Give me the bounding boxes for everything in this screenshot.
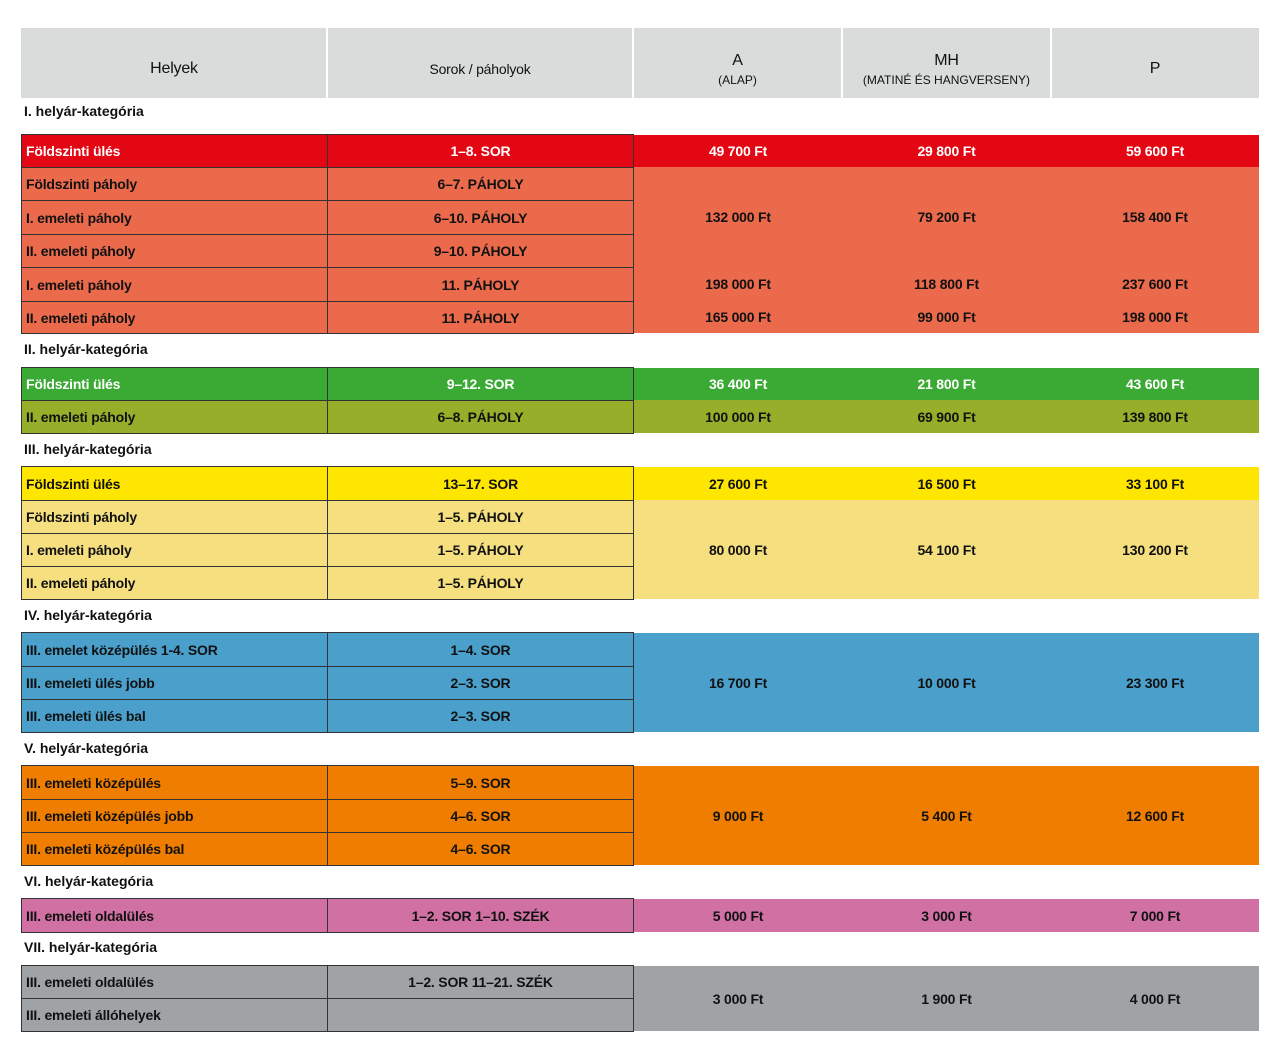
price-mh: 21 800 Ft bbox=[842, 368, 1051, 400]
rows-cell: 9–12. SOR bbox=[327, 367, 634, 401]
price-mh: 3 000 Ft bbox=[842, 899, 1051, 932]
price-a: 16 700 Ft bbox=[634, 633, 842, 732]
rows-cell: 1–2. SOR 11–21. SZÉK bbox=[327, 965, 634, 999]
price-p: 23 300 Ft bbox=[1051, 633, 1259, 732]
place-cell: Földszinti ülés bbox=[21, 466, 328, 501]
rows-cell: 1–5. PÁHOLY bbox=[327, 500, 634, 534]
category-title: II. helyár-kategória bbox=[24, 341, 148, 357]
place-cell: Földszinti ülés bbox=[21, 367, 328, 401]
price-p: 59 600 Ft bbox=[1051, 135, 1259, 167]
price-a: 49 700 Ft bbox=[634, 135, 842, 167]
price-a: 198 000 Ft bbox=[634, 267, 842, 301]
price-a: 100 000 Ft bbox=[634, 400, 842, 433]
price-mh: 69 900 Ft bbox=[842, 400, 1051, 433]
rows-cell: 6–10. PÁHOLY bbox=[327, 200, 634, 235]
place-cell: I. emeleti páholy bbox=[21, 267, 328, 302]
place-cell: III. emeleti ülés jobb bbox=[21, 666, 328, 700]
header-rows bbox=[327, 28, 633, 98]
header-divider bbox=[1050, 28, 1052, 98]
rows-cell: 2–3. SOR bbox=[327, 699, 634, 733]
rows-cell: 1–5. PÁHOLY bbox=[327, 566, 634, 600]
place-cell: III. emeleti ülés bal bbox=[21, 699, 328, 733]
header-mh-label: MH bbox=[934, 51, 959, 69]
header-place bbox=[21, 28, 327, 98]
price-p: 12 600 Ft bbox=[1051, 766, 1259, 865]
rows-cell: 1–8. SOR bbox=[327, 134, 634, 168]
price-mh: 29 800 Ft bbox=[842, 135, 1051, 167]
header-a-sub: (ALAP) bbox=[718, 72, 757, 87]
place-cell: Földszinti páholy bbox=[21, 167, 328, 201]
place-cell: III. emeleti oldalülés bbox=[21, 965, 328, 999]
place-cell: III. emeleti középülés jobb bbox=[21, 799, 328, 833]
header-p bbox=[1051, 28, 1259, 98]
price-mh: 5 400 Ft bbox=[842, 766, 1051, 865]
price-a: 80 000 Ft bbox=[634, 500, 842, 599]
price-p: 43 600 Ft bbox=[1051, 368, 1259, 400]
price-p: 158 400 Ft bbox=[1051, 167, 1259, 267]
rows-cell: 1–4. SOR bbox=[327, 632, 634, 667]
price-a: 132 000 Ft bbox=[634, 167, 842, 267]
rows-cell: 11. PÁHOLY bbox=[327, 301, 634, 334]
price-mh: 99 000 Ft bbox=[842, 301, 1051, 333]
header-p-label: P bbox=[1149, 60, 1161, 77]
header-divider bbox=[632, 28, 634, 98]
place-cell: Földszinti ülés bbox=[21, 134, 328, 168]
rows-cell: 9–10. PÁHOLY bbox=[327, 234, 634, 268]
price-p: 237 600 Ft bbox=[1051, 267, 1259, 301]
rows-cell: 6–7. PÁHOLY bbox=[327, 167, 634, 201]
price-p: 198 000 Ft bbox=[1051, 301, 1259, 333]
category-title: IV. helyár-kategória bbox=[24, 607, 152, 623]
place-cell: I. emeleti páholy bbox=[21, 200, 328, 235]
price-p: 139 800 Ft bbox=[1051, 400, 1259, 433]
place-cell: II. emeleti páholy bbox=[21, 301, 328, 334]
rows-cell: 2–3. SOR bbox=[327, 666, 634, 700]
price-mh: 54 100 Ft bbox=[842, 500, 1051, 599]
rows-cell: 6–8. PÁHOLY bbox=[327, 400, 634, 434]
place-cell: III. emelet középülés 1-4. SOR bbox=[21, 632, 328, 667]
place-cell: III. emeleti középülés bal bbox=[21, 832, 328, 866]
rows-cell: 11. PÁHOLY bbox=[327, 267, 634, 302]
price-a: 9 000 Ft bbox=[634, 766, 842, 865]
price-p: 7 000 Ft bbox=[1051, 899, 1259, 932]
header-place-label: Helyek bbox=[150, 60, 198, 77]
category-title: VII. helyár-kategória bbox=[24, 939, 158, 955]
rows-cell: 1–5. PÁHOLY bbox=[327, 533, 634, 567]
place-cell: II. emeleti páholy bbox=[21, 234, 328, 268]
header-rows-label: Sorok / páholyok bbox=[429, 61, 531, 77]
price-a: 165 000 Ft bbox=[634, 301, 842, 333]
rows-cell: 13–17. SOR bbox=[327, 466, 634, 501]
price-a: 5 000 Ft bbox=[634, 899, 842, 932]
rows-cell bbox=[327, 998, 634, 1032]
price-mh: 118 800 Ft bbox=[842, 267, 1051, 301]
header-divider bbox=[841, 28, 843, 98]
price-a: 3 000 Ft bbox=[634, 966, 842, 1031]
price-a: 36 400 Ft bbox=[634, 368, 842, 400]
price-mh: 1 900 Ft bbox=[842, 966, 1051, 1031]
price-p: 33 100 Ft bbox=[1051, 467, 1259, 500]
price-p: 130 200 Ft bbox=[1051, 500, 1259, 599]
place-cell: III. emeleti középülés bbox=[21, 765, 328, 800]
place-cell: I. emeleti páholy bbox=[21, 533, 328, 567]
price-mh: 16 500 Ft bbox=[842, 467, 1051, 500]
header-a bbox=[633, 28, 842, 98]
price-mh: 10 000 Ft bbox=[842, 633, 1051, 732]
category-title: V. helyár-kategória bbox=[24, 740, 148, 756]
category-title: III. helyár-kategória bbox=[24, 441, 152, 457]
place-cell: Földszinti páholy bbox=[21, 500, 328, 534]
category-title: VI. helyár-kategória bbox=[24, 873, 154, 889]
rows-cell: 1–2. SOR 1–10. SZÉK bbox=[327, 898, 634, 933]
rows-cell: 4–6. SOR bbox=[327, 832, 634, 866]
rows-cell: 4–6. SOR bbox=[327, 799, 634, 833]
place-cell: III. emeleti oldalülés bbox=[21, 898, 328, 933]
price-a: 27 600 Ft bbox=[634, 467, 842, 500]
header-divider bbox=[326, 28, 328, 98]
price-mh: 79 200 Ft bbox=[842, 167, 1051, 267]
header-mh bbox=[842, 28, 1051, 98]
category-title: I. helyár-kategória bbox=[24, 103, 144, 119]
place-cell: II. emeleti páholy bbox=[21, 566, 328, 600]
place-cell: III. emeleti állóhelyek bbox=[21, 998, 328, 1032]
place-cell: II. emeleti páholy bbox=[21, 400, 328, 434]
rows-cell: 5–9. SOR bbox=[327, 765, 634, 800]
price-p: 4 000 Ft bbox=[1051, 966, 1259, 1031]
header-mh-sub: (MATINÉ ÉS HANGVERSENY) bbox=[862, 72, 1031, 87]
header-a-label: A bbox=[732, 51, 743, 69]
